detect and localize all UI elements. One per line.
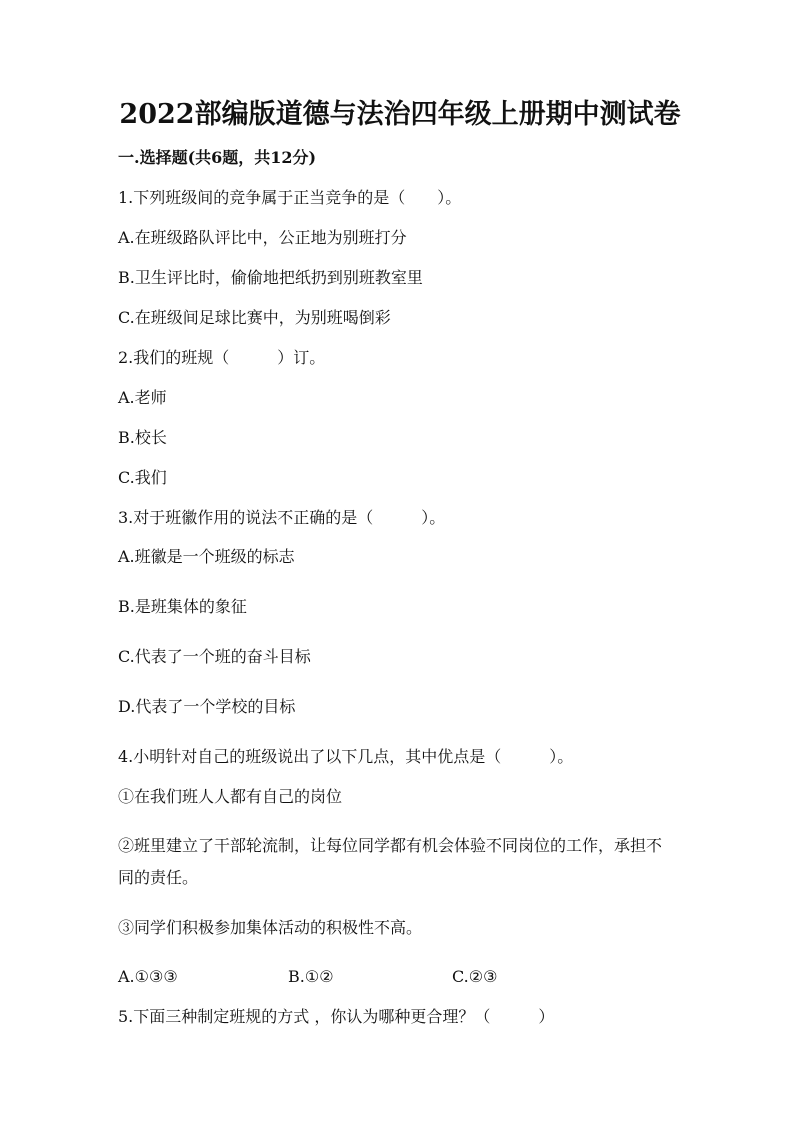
question-1-option-c: C.在班级间足球比赛中，为别班喝倒彩: [118, 308, 391, 327]
question-3-option-d: D.代表了一个学校的目标: [118, 697, 296, 716]
question-2-option-b: B.校长: [118, 428, 167, 447]
question-3-stem: 3.对于班徽作用的说法不正确的是（ ）。: [118, 508, 446, 527]
question-4-option-a: A.①③③: [118, 967, 178, 986]
question-1-option-a: A.在班级路队评比中，公正地为别班打分: [118, 228, 407, 247]
question-4-option-c: C.②③: [452, 967, 498, 986]
question-4-stem: 4.小明针对自己的班级说出了以下几点，其中优点是（ ）。: [118, 747, 574, 766]
page-title: 2022部编版道德与法治四年级上册期中测试卷: [119, 99, 681, 130]
question-1-option-b: B.卫生评比时，偷偷地把纸扔到别班教室里: [118, 268, 423, 287]
question-5-stem: 5.下面三种制定班规的方式 ，你认为哪种更合理？（ ）: [118, 1007, 555, 1026]
question-4-statement-2-line-2: 同的责任。: [118, 868, 199, 887]
section-heading: 一.选择题(共6题，共12分): [118, 148, 317, 167]
question-2-option-a: A.老师: [118, 388, 167, 407]
question-2-option-c: C.我们: [118, 468, 167, 487]
question-4-statement-1: ①在我们班人人都有自己的岗位: [118, 787, 343, 806]
question-3-option-c: C.代表了一个班的奋斗目标: [118, 647, 311, 666]
question-2-stem: 2.我们的班规（ ）订。: [118, 348, 326, 367]
question-3-option-a: A.班徽是一个班级的标志: [118, 547, 295, 566]
question-4-option-b: B.①②: [288, 967, 334, 986]
question-4-statement-2-line-1: ②班里建立了干部轮流制，让每位同学都有机会体验不同岗位的工作，承担不: [118, 836, 663, 855]
question-1-stem: 1.下列班级间的竞争属于正当竞争的是（ ）。: [118, 188, 462, 207]
question-4-statement-3: ③同学们积极参加集体活动的积极性不高。: [118, 918, 423, 937]
question-3-option-b: B.是班集体的象征: [118, 597, 247, 616]
